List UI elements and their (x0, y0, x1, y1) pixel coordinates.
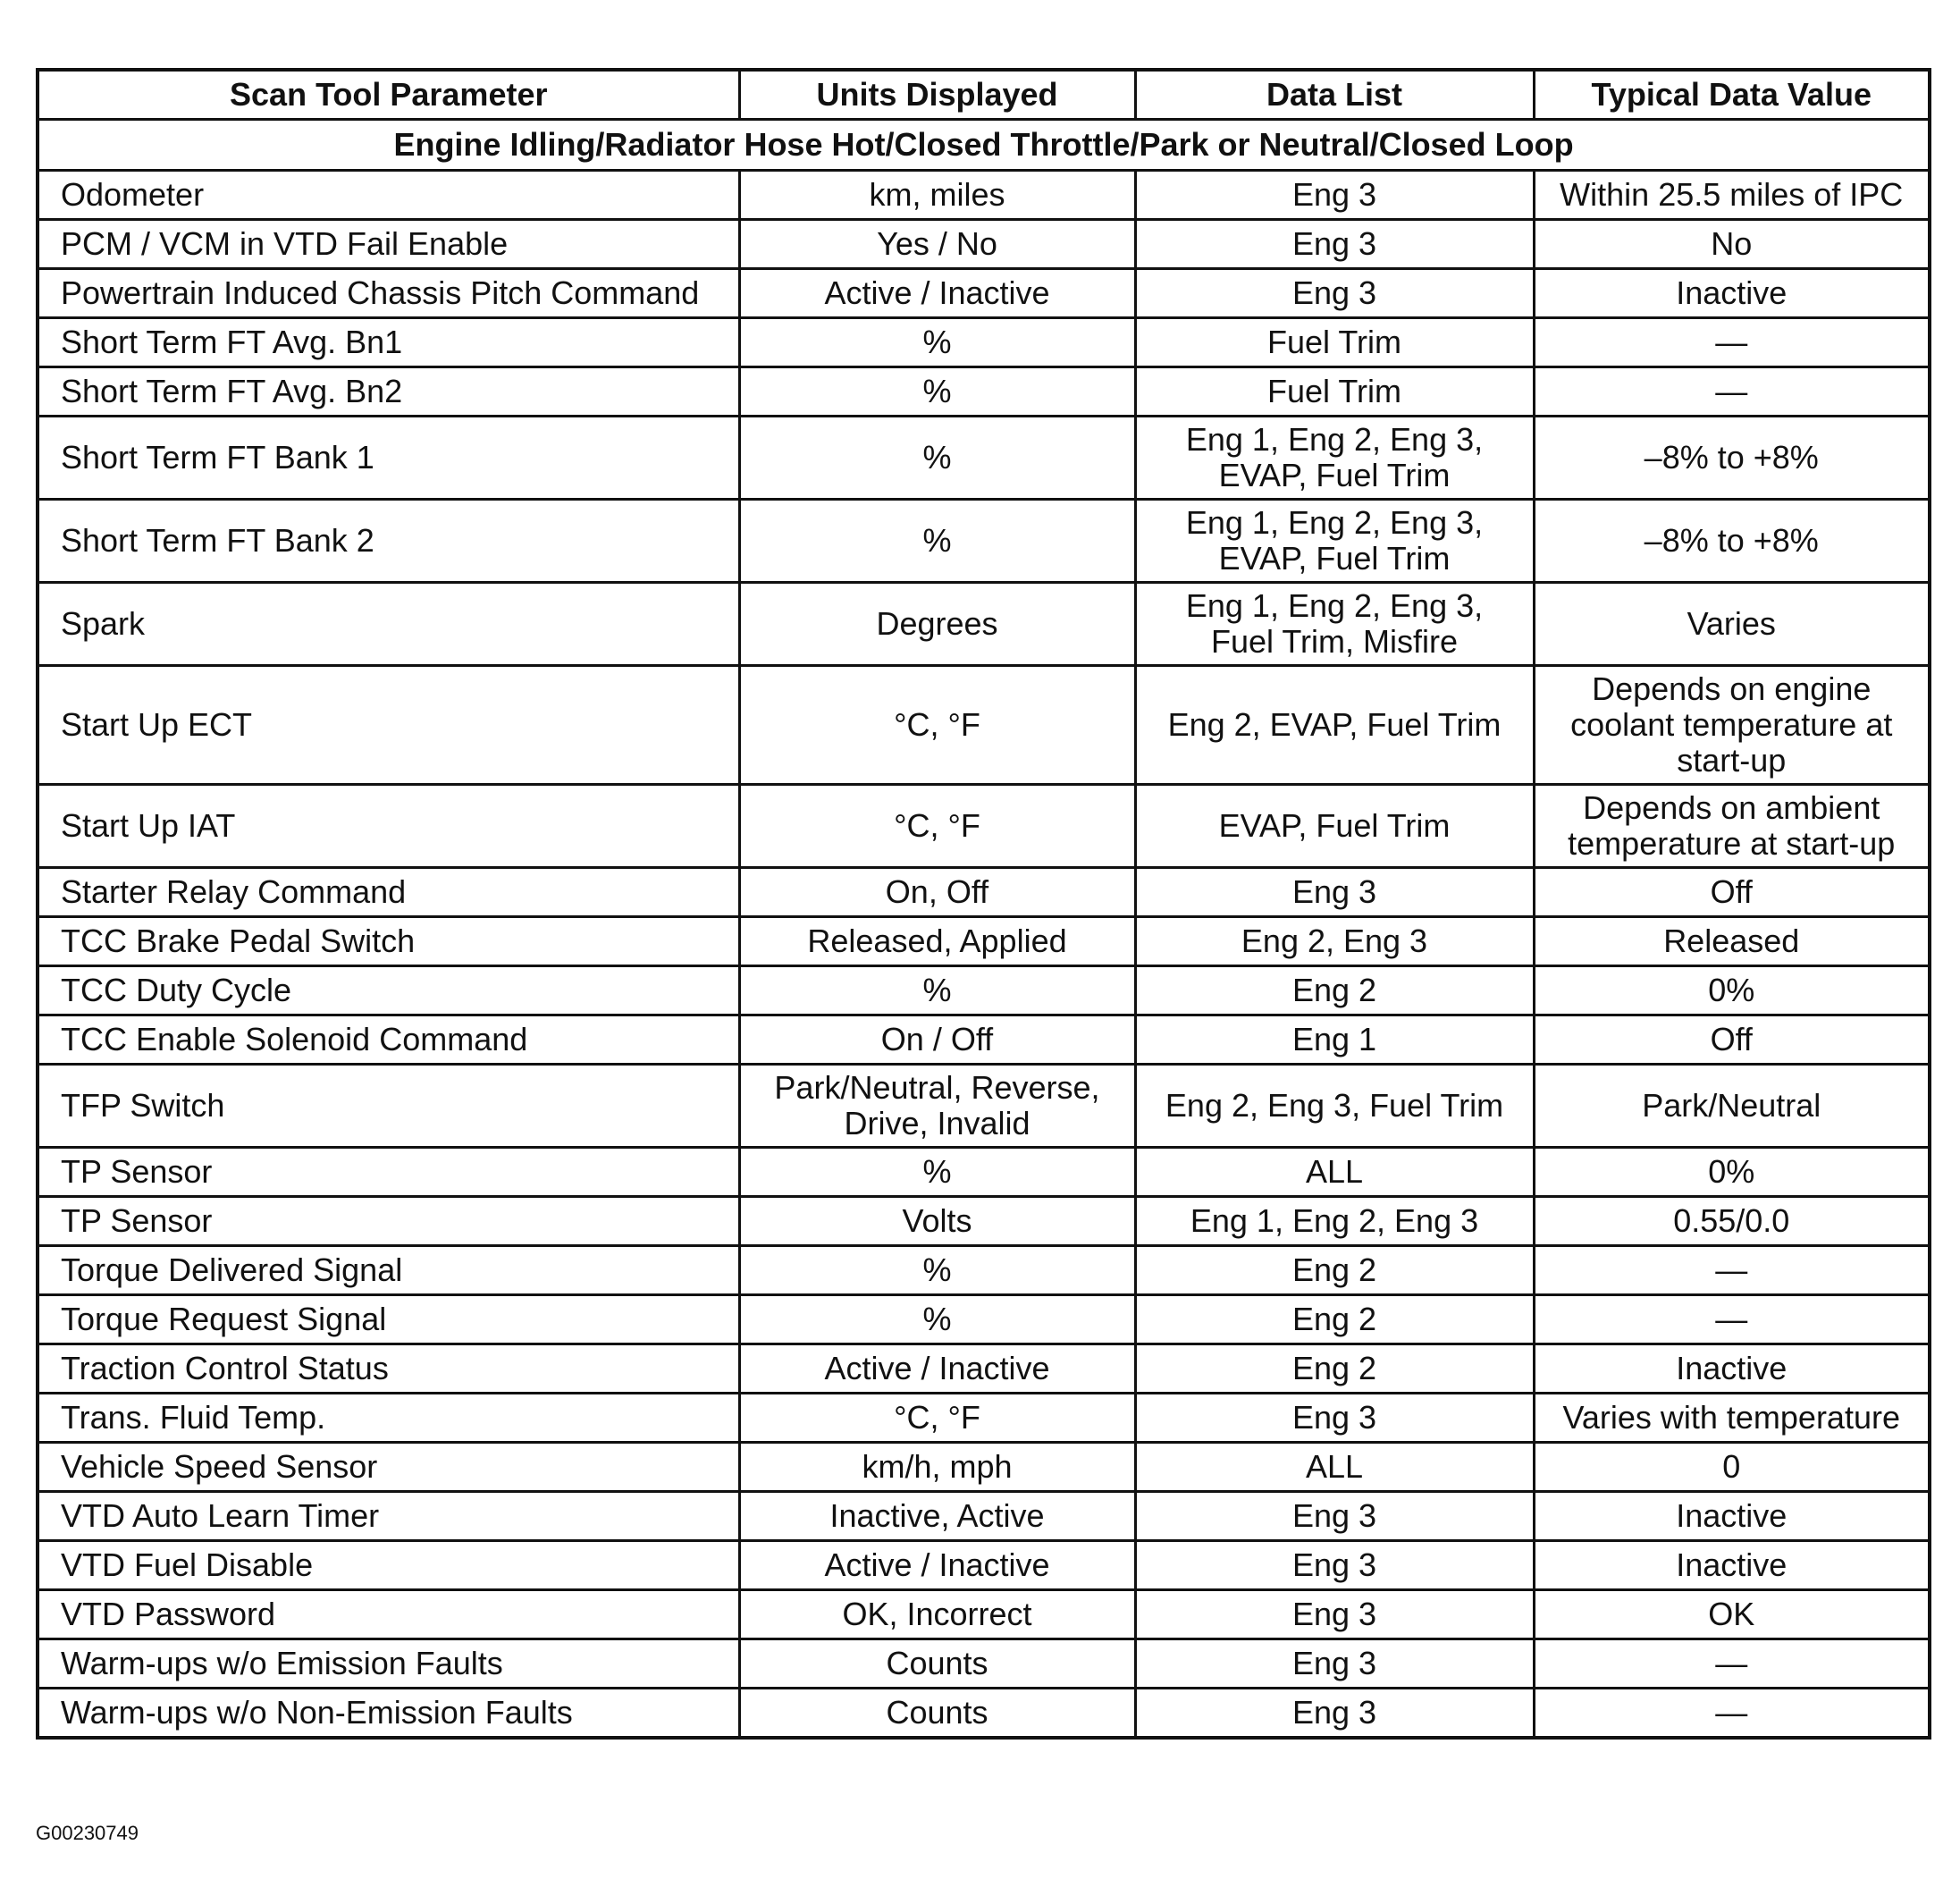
cell-typical-value: Park/Neutral (1534, 1065, 1930, 1148)
cell-parameter: Short Term FT Bank 1 (38, 417, 739, 500)
cell-parameter: Warm-ups w/o Emission Faults (38, 1639, 739, 1689)
table-row (38, 1590, 1930, 1639)
cell-parameter: Odometer (38, 171, 739, 220)
cell-typical-value: Inactive (1534, 1492, 1930, 1541)
table-row (38, 917, 1930, 966)
cell-typical-value: 0% (1534, 1148, 1930, 1197)
cell-data-list: Eng 3 (1135, 1541, 1534, 1590)
cell-parameter: TCC Duty Cycle (38, 966, 739, 1015)
table-row (38, 1148, 1930, 1197)
cell-data-list: Eng 3 (1135, 1639, 1534, 1689)
cell-typical-value: Inactive (1534, 1541, 1930, 1590)
cell-data-list: Eng 2 (1135, 1246, 1534, 1295)
table-row (38, 1394, 1930, 1443)
cell-data-list: EVAP, Fuel Trim (1135, 785, 1534, 868)
cell-units: °C, °F (739, 785, 1135, 868)
cell-typical-value: Varies (1534, 583, 1930, 666)
cell-data-list: Eng 2 (1135, 966, 1534, 1015)
cell-units: Park/Neutral, Reverse, Drive, Invalid (739, 1065, 1135, 1148)
cell-parameter: Short Term FT Avg. Bn2 (38, 367, 739, 417)
cell-data-list: Eng 3 (1135, 269, 1534, 318)
cell-parameter: TP Sensor (38, 1197, 739, 1246)
cell-typical-value: — (1534, 367, 1930, 417)
cell-parameter: Torque Request Signal (38, 1295, 739, 1344)
table-row (38, 583, 1930, 666)
cell-units: km/h, mph (739, 1443, 1135, 1492)
header-scan-tool-parameter: Scan Tool Parameter (38, 70, 739, 120)
cell-typical-value: –8% to +8% (1534, 417, 1930, 500)
table-row (38, 666, 1930, 785)
cell-typical-value: Depends on ambient temperature at start-up (1534, 785, 1930, 868)
cell-parameter: TCC Enable Solenoid Command (38, 1015, 739, 1065)
cell-parameter: TP Sensor (38, 1148, 739, 1197)
cell-parameter: Torque Delivered Signal (38, 1246, 739, 1295)
cell-units: % (739, 966, 1135, 1015)
cell-data-list: ALL (1135, 1443, 1534, 1492)
figure-id: G00230749 (36, 1822, 139, 1844)
cell-typical-value: 0.55/0.0 (1534, 1197, 1930, 1246)
cell-units: Released, Applied (739, 917, 1135, 966)
cell-typical-value: OK (1534, 1590, 1930, 1639)
cell-typical-value: No (1534, 220, 1930, 269)
cell-parameter: Trans. Fluid Temp. (38, 1394, 739, 1443)
table-row (38, 1344, 1930, 1394)
cell-typical-value: Inactive (1534, 1344, 1930, 1394)
cell-parameter: TFP Switch (38, 1065, 739, 1148)
cell-typical-value: — (1534, 1295, 1930, 1344)
cell-parameter: VTD Password (38, 1590, 739, 1639)
cell-parameter: VTD Auto Learn Timer (38, 1492, 739, 1541)
table-row (38, 500, 1930, 583)
cell-units: % (739, 500, 1135, 583)
section-row (38, 120, 1930, 171)
cell-units: Active / Inactive (739, 269, 1135, 318)
cell-typical-value: –8% to +8% (1534, 500, 1930, 583)
cell-typical-value: Varies with temperature (1534, 1394, 1930, 1443)
cell-parameter: Short Term FT Avg. Bn1 (38, 318, 739, 367)
table-row (38, 1295, 1930, 1344)
cell-data-list: Eng 2, EVAP, Fuel Trim (1135, 666, 1534, 785)
cell-units: Counts (739, 1639, 1135, 1689)
table-row (38, 1065, 1930, 1148)
cell-data-list: Eng 1, Eng 2, Eng 3, EVAP, Fuel Trim (1135, 500, 1534, 583)
cell-units: Inactive, Active (739, 1492, 1135, 1541)
cell-data-list: Eng 1, Eng 2, Eng 3, Fuel Trim, Misfire (1135, 583, 1534, 666)
cell-parameter: Starter Relay Command (38, 868, 739, 917)
cell-data-list: ALL (1135, 1148, 1534, 1197)
cell-parameter: Powertrain Induced Chassis Pitch Command (38, 269, 739, 318)
section-title: Engine Idling/Radiator Hose Hot/Closed Throttle/Park or Neutral/Closed Loop (38, 120, 1930, 171)
table-row (38, 1443, 1930, 1492)
table-row (38, 171, 1930, 220)
cell-parameter: Vehicle Speed Sensor (38, 1443, 739, 1492)
header-units-displayed: Units Displayed (739, 70, 1135, 120)
table-row (38, 1246, 1930, 1295)
cell-units: km, miles (739, 171, 1135, 220)
cell-typical-value: — (1534, 1639, 1930, 1689)
table-row (38, 1197, 1930, 1246)
cell-units: OK, Incorrect (739, 1590, 1135, 1639)
header-typical-data-value: Typical Data Value (1534, 70, 1930, 120)
table-row (38, 1015, 1930, 1065)
cell-units: Active / Inactive (739, 1541, 1135, 1590)
table-row (38, 269, 1930, 318)
cell-units: Yes / No (739, 220, 1135, 269)
cell-units: % (739, 1148, 1135, 1197)
cell-units: % (739, 1246, 1135, 1295)
cell-parameter: TCC Brake Pedal Switch (38, 917, 739, 966)
table-row (38, 868, 1930, 917)
cell-data-list: Fuel Trim (1135, 367, 1534, 417)
cell-typical-value: Off (1534, 868, 1930, 917)
cell-typical-value: — (1534, 1246, 1930, 1295)
cell-data-list: Eng 2 (1135, 1344, 1534, 1394)
cell-data-list: Eng 1 (1135, 1015, 1534, 1065)
cell-data-list: Eng 3 (1135, 1689, 1534, 1739)
cell-typical-value: Inactive (1534, 269, 1930, 318)
cell-parameter: Warm-ups w/o Non-Emission Faults (38, 1689, 739, 1739)
table-row (38, 1689, 1930, 1739)
cell-units: Degrees (739, 583, 1135, 666)
table-row (38, 966, 1930, 1015)
cell-parameter: Short Term FT Bank 2 (38, 500, 739, 583)
cell-typical-value: — (1534, 318, 1930, 367)
cell-data-list: Eng 3 (1135, 1394, 1534, 1443)
cell-units: % (739, 318, 1135, 367)
table-row (38, 1541, 1930, 1590)
cell-data-list: Eng 3 (1135, 171, 1534, 220)
cell-data-list: Eng 2, Eng 3 (1135, 917, 1534, 966)
table-row (38, 785, 1930, 868)
cell-data-list: Eng 2 (1135, 1295, 1534, 1344)
table-row (38, 367, 1930, 417)
cell-data-list: Fuel Trim (1135, 318, 1534, 367)
cell-units: On, Off (739, 868, 1135, 917)
cell-units: Active / Inactive (739, 1344, 1135, 1394)
cell-typical-value: Within 25.5 miles of IPC (1534, 171, 1930, 220)
table-row (38, 417, 1930, 500)
cell-typical-value: 0 (1534, 1443, 1930, 1492)
cell-units: Volts (739, 1197, 1135, 1246)
cell-parameter: Start Up IAT (38, 785, 739, 868)
cell-typical-value: 0% (1534, 966, 1930, 1015)
cell-parameter: Traction Control Status (38, 1344, 739, 1394)
cell-typical-value: Released (1534, 917, 1930, 966)
header-row (38, 70, 1930, 120)
cell-units: % (739, 367, 1135, 417)
cell-typical-value: — (1534, 1689, 1930, 1739)
header-data-list: Data List (1135, 70, 1534, 120)
cell-units: °C, °F (739, 1394, 1135, 1443)
cell-data-list: Eng 2, Eng 3, Fuel Trim (1135, 1065, 1534, 1148)
cell-parameter: PCM / VCM in VTD Fail Enable (38, 220, 739, 269)
table-row (38, 220, 1930, 269)
cell-typical-value: Off (1534, 1015, 1930, 1065)
cell-data-list: Eng 3 (1135, 868, 1534, 917)
scan-tool-data-table (36, 68, 1931, 1740)
table-row (38, 1492, 1930, 1541)
cell-units: % (739, 417, 1135, 500)
cell-data-list: Eng 1, Eng 2, Eng 3 (1135, 1197, 1534, 1246)
cell-parameter: VTD Fuel Disable (38, 1541, 739, 1590)
cell-units: Counts (739, 1689, 1135, 1739)
table-row (38, 1639, 1930, 1689)
cell-parameter: Start Up ECT (38, 666, 739, 785)
cell-data-list: Eng 3 (1135, 1492, 1534, 1541)
cell-data-list: Eng 3 (1135, 220, 1534, 269)
cell-units: % (739, 1295, 1135, 1344)
cell-data-list: Eng 1, Eng 2, Eng 3, EVAP, Fuel Trim (1135, 417, 1534, 500)
table-row (38, 318, 1930, 367)
cell-typical-value: Depends on engine coolant temperature at start-up (1534, 666, 1930, 785)
cell-parameter: Spark (38, 583, 739, 666)
cell-units: °C, °F (739, 666, 1135, 785)
cell-units: On / Off (739, 1015, 1135, 1065)
cell-data-list: Eng 3 (1135, 1590, 1534, 1639)
table-body (38, 120, 1930, 1739)
